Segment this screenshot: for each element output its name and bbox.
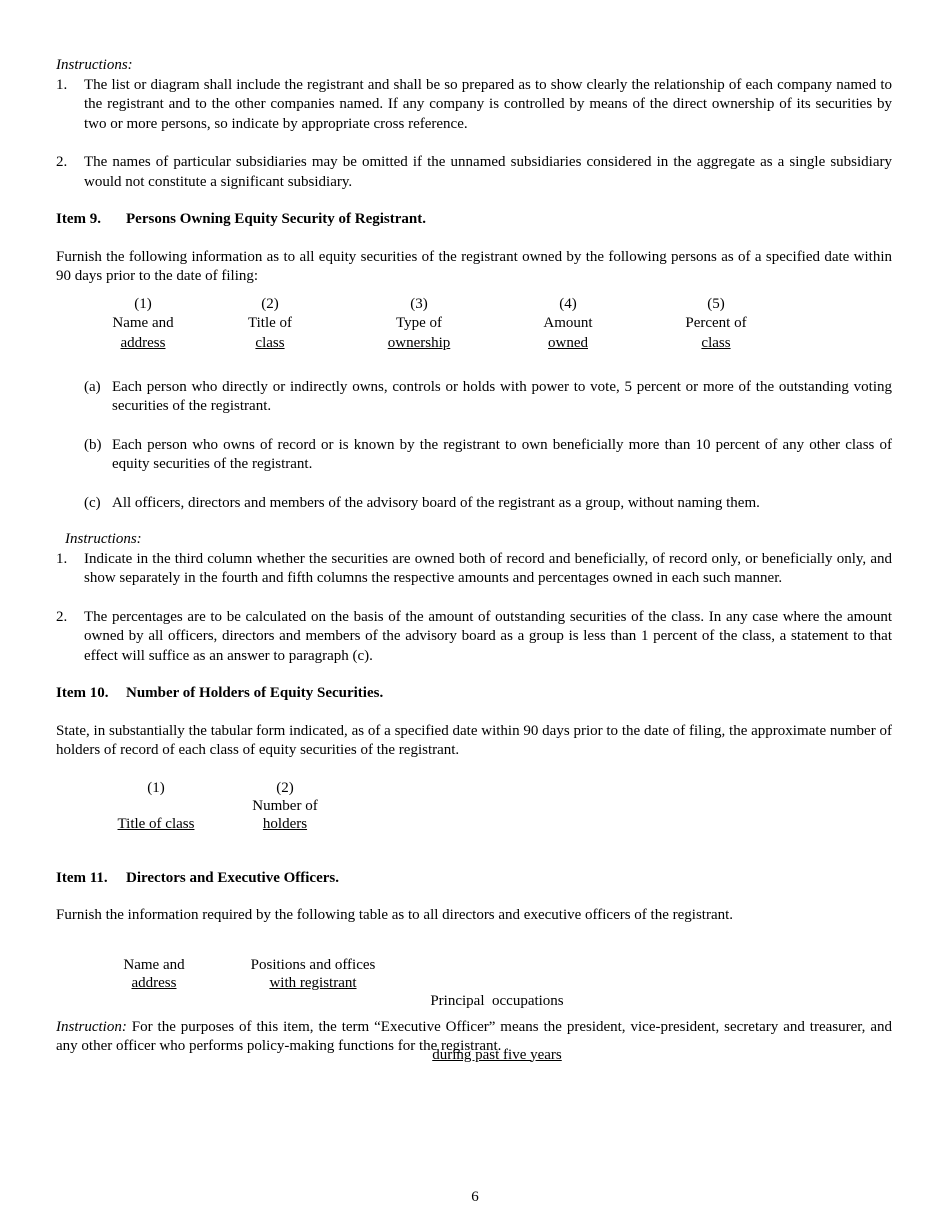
instruction-item	[56, 550, 892, 589]
item9-intro: Furnish the following information as to all equity securities of the registrant owned by the following persons as of a specified date within 90 days prior to the date of filing:	[56, 248, 892, 284]
instruction-number: 2.	[56, 154, 68, 170]
instruction-text: The list or diagram shall include the registrant and shall be so prepared as to show clearly the relationship of each company named to the registrant and to the other companies named. If any company is controlled by means of the direct ownership of its securities by two or more persons, so indicate by appropriate cross reference.	[84, 76, 892, 132]
item11-number: Item 11.	[56, 869, 108, 886]
item10-column	[106, 779, 206, 833]
column-number: (3)	[410, 295, 428, 312]
instruction-text: Indicate in the third column whether the securities are owned both of record and beneficially, of record only, or beneficially only, and show separately in the fourth and fifth columns the respective amounts and percentages owned in each such manner.	[84, 550, 892, 586]
item11-column	[238, 956, 388, 992]
column-label-underlined: during past five years	[432, 1046, 562, 1063]
item11-title: Directors and Executive Officers.	[126, 869, 339, 886]
instruction-item	[56, 608, 892, 667]
instruction-number: 1.	[56, 550, 68, 567]
item10-table-header	[56, 779, 892, 835]
column-label: Amount	[543, 315, 593, 331]
column-label-underlined: Title of class	[117, 815, 195, 832]
item11-column	[104, 956, 204, 992]
subitem-text: Each person who directly or indirectly owns, controls or holds with power to vote, 5 percent or more of the outstanding voting securities of the registrant.	[112, 378, 892, 414]
column-number: (2)	[276, 779, 294, 796]
subitem-label: (a)	[84, 378, 101, 395]
document-page	[56, 56, 892, 1063]
column-label-underlined: address	[131, 974, 177, 991]
item9-instructions-heading: Instructions:	[65, 531, 142, 547]
column-number: (1)	[134, 295, 152, 312]
column-label-underlined: holders	[262, 815, 308, 832]
item9-subitem	[84, 378, 892, 417]
page-number: 6	[471, 1189, 479, 1205]
instruction-text: The names of particular subsidiaries may be omitted if the unnamed subsidiaries considered in the aggregate as a single subsidiary would not constitute a significant subsidiary.	[84, 154, 892, 190]
item9-column	[88, 295, 198, 354]
instruction-item	[56, 153, 892, 192]
item10-title: Number of Holders of Equity Securities.	[126, 685, 384, 701]
instruction-text: The percentages are to be calculated on the basis of the amount of outstanding securities of the class. In any case where the amount owned by all officers, directors and members of the advisory board as a group is less than 1 percent of the class, a statement to that effect will suffice as an answer to paragraph (c).	[84, 608, 892, 664]
instruction-text: For the purposes of this item, the term “Executive Officer” means the president, vice-president, secretary and treasurer, and any other officer who performs policy-making functions for the registrant.	[56, 1018, 892, 1054]
subitem-label: (b)	[84, 436, 102, 453]
item9-column	[513, 295, 623, 354]
column-number: (2)	[261, 295, 279, 312]
column-label-underlined: class	[701, 334, 731, 351]
item10-heading	[56, 684, 892, 704]
subitem-label: (c)	[84, 494, 101, 511]
instructions-heading: Instructions:	[56, 57, 133, 73]
column-number: (5)	[707, 295, 725, 312]
column-label	[106, 797, 206, 815]
item9-column	[215, 295, 325, 354]
item11-heading	[56, 869, 892, 889]
column-label-underlined: owned	[548, 334, 588, 351]
column-label: Principal occupations	[430, 992, 564, 1009]
instruction-number: 1.	[56, 76, 68, 93]
column-number: (4)	[559, 295, 577, 312]
column-label-underlined: class	[255, 334, 285, 351]
column-label: Positions and offices	[250, 956, 376, 973]
subitem-text: All officers, directors and members of the advisory board of the registrant as a group, without naming them.	[112, 494, 760, 511]
item11-column	[416, 956, 578, 1100]
instruction-number: 2.	[56, 608, 68, 625]
subitem-text: Each person who owns of record or is known by the registrant to own beneficially more than 10 percent of any other class of equity securities of the registrant.	[112, 436, 892, 472]
item9-number: Item 9.	[56, 211, 101, 227]
column-label: Name and	[123, 956, 185, 973]
column-label: Name and	[112, 315, 174, 331]
instruction-item	[56, 76, 892, 135]
column-label-underlined: address	[120, 334, 166, 351]
item9-heading	[56, 210, 892, 230]
item9-title: Persons Owning Equity Security of Registrant.	[126, 211, 426, 227]
item10-number: Item 10.	[56, 685, 109, 701]
item9-column	[364, 295, 474, 354]
column-label: Number of	[252, 797, 318, 814]
item10-column	[240, 779, 330, 833]
column-label: Title of	[247, 315, 293, 331]
column-label: Type of	[395, 315, 443, 331]
instruction-label: Instruction:	[56, 1018, 127, 1035]
item9-column	[661, 295, 771, 354]
column-label-underlined: ownership	[387, 334, 451, 351]
item9-subitem	[84, 494, 892, 514]
item9-subitem	[84, 436, 892, 475]
item9-table-header	[56, 295, 892, 355]
column-label: Percent of	[685, 315, 747, 331]
item11-intro: Furnish the information required by the following table as to all directors and executive officers of the registrant.	[56, 907, 734, 923]
column-label-underlined: with registrant	[269, 974, 357, 991]
column-number: (1)	[147, 779, 165, 796]
item10-intro: State, in substantially the tabular form indicated, as of a specified date within 90 days prior to the date of filing, the approximate number of holders of record of each class of equity securities of the registrant.	[56, 722, 892, 758]
